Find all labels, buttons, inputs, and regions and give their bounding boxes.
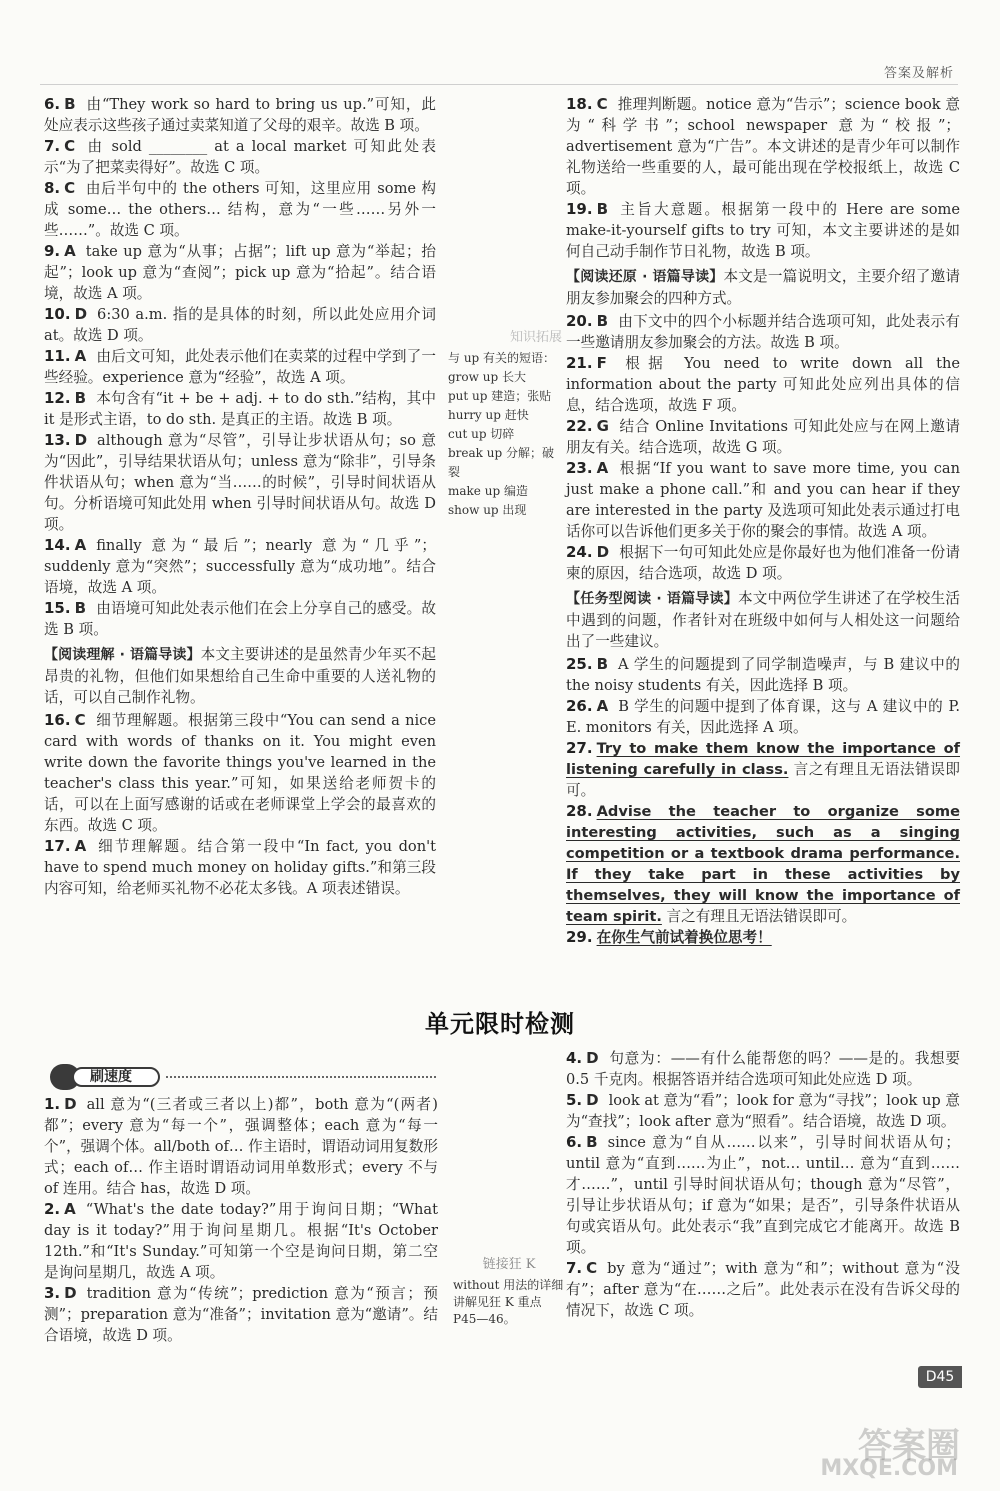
knowledge-expansion-note (448, 328, 562, 520)
question-number: 5. (566, 1091, 583, 1109)
reading-guide-tag: 【阅读理解 · 语篇导读】 (44, 647, 201, 663)
answer-letter: B (596, 655, 609, 673)
question-number: 6. (566, 1133, 583, 1151)
explanation-text: take up 意为“从事；占据”；lift up 意为“举起；抬起”；look up 意为“查阅”；pick up 意为“拾起”。结合语境，故选 A 项。 (44, 243, 436, 302)
link-note-text: without 用法的详细讲解见狂 K 重点 P45—46。 (453, 1278, 564, 1326)
phrase-item: cut up 切碎 (448, 427, 515, 441)
explanation-text: 细节理解题。结合第一段中“In fact, you don't have to spend much money on holiday gifts.”和第三段内容可知，给老师买礼物不必花太多钱。A 项表述错误。 (44, 838, 436, 897)
restore-guide (566, 266, 960, 309)
answer-item (566, 696, 960, 738)
answer-item (44, 178, 436, 241)
answer-letter: A (64, 1200, 76, 1218)
answer-item (566, 1258, 960, 1321)
speed-label: 刷速度 (72, 1067, 160, 1087)
explanation-text: since 意为“自从……以来”，引导时间状语从句；until 意为“直到……为止”，not… until… 意为“直到……才……”，until 引导时间状语从句；though 意为“尽管”，引导让步状语从句；if 意为“如果；是否”，引导条件状语从句或宾语从句。此处表示“我”直到完成它才能离开。故选 B 项。 (566, 1134, 960, 1256)
question-number: 19. (566, 200, 593, 218)
question-number: 27. (566, 739, 593, 757)
question-number: 28. (566, 802, 593, 820)
answer-item (566, 801, 960, 927)
explanation-text: 根据“If you want to save more time, you can just make a phone call.”和 and you can hear if they are interested in the party 及选项可知此处表示通过打电话你可以告诉他们更多关于你的聚会的事情。故选 A 项。 (566, 460, 960, 540)
answer-letter: C (64, 179, 76, 197)
answer-item (566, 416, 960, 458)
question-number: 9. (44, 242, 61, 260)
answer-item (44, 94, 436, 136)
explanation-text: 主旨大意题。根据第一段中的 Here are some make-it-yourself gifts to try 可知，本文主要讲述的是如何自己动手制作节日礼物，故选 B 项。 (566, 201, 960, 260)
answer-list-right-mid (566, 311, 960, 584)
link-note-heading: 链接狂 K (482, 1257, 536, 1272)
answer-letter: B (74, 389, 87, 407)
phrase-item: make up 编造 (448, 484, 528, 498)
answer-item (566, 1132, 960, 1258)
answer-item (566, 738, 960, 801)
explanation-text: 言之有理且无语法错误即可。 (666, 908, 857, 925)
answer-list-right-bottom (566, 654, 960, 948)
answer-item (44, 388, 436, 430)
dotted-divider (166, 1076, 436, 1078)
task-guide-tag: 【任务型阅读 · 语篇导读】 (566, 591, 738, 607)
explanation-text: 由“They work so hard to bring us up.”可知，此处应表示这些孩子通过卖菜知道了父母的艰辛。故选 B 项。 (44, 96, 436, 134)
note-intro: 与 up 有关的短语： (448, 351, 556, 365)
phrase-item: hurry up 赶快 (448, 408, 529, 422)
phrase-item: show up 出现 (448, 503, 527, 517)
left-column-bottom (44, 1094, 438, 1346)
answer-letter: D (64, 1095, 77, 1113)
answer-item (44, 1094, 438, 1199)
answer-sentence: 在你生气前试着换位思考！ (596, 929, 772, 946)
right-column-top (566, 94, 960, 948)
answer-item (44, 241, 436, 304)
answer-item (44, 346, 436, 388)
task-guide-text: 本文中两位学生讲述了在学校生活中遇到的问题，作者针对在班级中如何与人相处这一问题给出了一些建议。 (566, 590, 960, 650)
answer-item (44, 136, 436, 178)
question-number: 22. (566, 417, 593, 435)
answer-letter: B (64, 95, 76, 113)
explanation-text: 由后半句中的 the others 可知，这里应用 some 构成 some… the others… 结构，意为“一些……另外一些……”。故选 C 项。 (44, 180, 436, 239)
phrase-item: grow up 长大 (448, 370, 526, 384)
restore-guide-tag: 【阅读还原 · 语篇导读】 (566, 269, 724, 285)
explanation-text: look at 意为“看”；look for 意为“寻找”；look up 意为“查找”；look after 意为“照看”。结合语境，故选 D 项。 (566, 1092, 960, 1130)
section-title: 单元限时检测 (425, 1010, 575, 1038)
speed-badge (50, 1064, 162, 1090)
answer-letter: D (74, 431, 88, 449)
explanation-text: all 意为“(三者或三者以上)都”，both 意为“(两者)都”；every 意为“每一个”，强调整体；each 意为“每一个”，强调个体。all/both of… 作主语时，谓语动词用复数形式；each of… 作主语时谓语动词用单数形式；every 不与 of 连用。结合 has，故选 D 项。 (44, 1096, 438, 1197)
page-header: 答案及解析 (883, 66, 954, 81)
answer-item (566, 927, 960, 948)
reading-guide-text: 本文主要讲述的是虽然青少年买不起昂贵的礼物，但他们如果想给自己生命中重要的人送礼物的话，可以自己制作礼物。 (44, 646, 436, 706)
answer-item (566, 199, 960, 262)
answer-letter: C (64, 137, 76, 155)
answer-item (44, 710, 436, 836)
question-number: 13. (44, 431, 71, 449)
answer-letter: A (64, 242, 76, 260)
answer-item (44, 430, 436, 535)
question-number: 17. (44, 837, 71, 855)
explanation-text: B 学生的问题中提到了体育课，这与 A 建议中的 P. E. monitors 有关，因此选择 A 项。 (566, 698, 960, 736)
question-number: 10. (44, 305, 71, 323)
question-number: 25. (566, 655, 593, 673)
question-number: 15. (44, 599, 71, 617)
question-number: 16. (44, 711, 71, 729)
explanation-text: 言之有理且无语法错误即可。 (566, 761, 960, 799)
explanation-text: 根据下一句可知此处应是你最好也为他们准备一份请柬的原因，结合选项，故选 D 项。 (566, 544, 960, 582)
answer-letter: D (74, 305, 88, 323)
answer-letter: B (74, 599, 87, 617)
answer-list-unit-test-left (44, 1094, 438, 1346)
explanation-text: 由下文中的四个小标题并结合选项可知，此处表示有一些邀请朋友参加聚会的方法。故选 B 项。 (566, 313, 960, 351)
answer-item (566, 1090, 960, 1132)
answer-item (44, 1283, 438, 1346)
answer-list-left-bottom (44, 710, 436, 899)
question-number: 24. (566, 543, 593, 561)
answer-letter: A (596, 459, 609, 477)
explanation-text: 句意为：——有什么能帮您的吗？——是的。我想要 0.5 千克肉。根据答语并结合选项可知此处应选 D 项。 (566, 1050, 960, 1088)
question-number: 11. (44, 347, 71, 365)
question-number: 14. (44, 536, 71, 554)
question-number: 12. (44, 389, 71, 407)
left-column-top (44, 94, 436, 899)
question-number: 1. (44, 1095, 61, 1113)
answer-letter: C (74, 711, 86, 729)
answer-item (566, 94, 960, 199)
explanation-text: 由 sold ________ at a local market 可知此处表示“为了把菜卖得好”。故选 C 项。 (44, 138, 436, 176)
explanation-text: 根据 You need to write down all the information about the party 可知此处应列出具体的信息，结合选项，故选 F 项。 (566, 355, 960, 414)
restore-guide-text: 本文是一篇说明文，主要介绍了邀请朋友参加聚会的四种方式。 (566, 268, 960, 307)
question-number: 29. (566, 928, 593, 946)
explanation-text: 6:30 a.m. 指的是具体的时刻，所以此处应用介词 at。故选 D 项。 (44, 306, 436, 344)
question-number: 8. (44, 179, 61, 197)
question-number: 4. (566, 1049, 583, 1067)
question-number: 7. (44, 137, 61, 155)
reading-guide (44, 644, 436, 708)
answer-item (566, 654, 960, 696)
answer-letter: A (596, 697, 609, 715)
page-number: D45 (918, 1366, 962, 1388)
explanation-text: 结合 Online Invitations 可知此处应与在网上邀请朋友有关。结合选项，故选 G 项。 (566, 418, 960, 456)
answer-letter: A (74, 347, 87, 365)
note-heading: 知识拓展 (509, 330, 562, 345)
answer-item (566, 458, 960, 542)
answer-sentence: Try to make them know the importance of listening carefully in class. (566, 740, 960, 778)
question-number: 21. (566, 354, 593, 372)
watermark-logo: 答案圈 (858, 1426, 960, 1466)
phrase-item: put up 建造；张贴 (448, 389, 552, 403)
explanation-text: “What's the date today?”用于询问日期；“What day is it today?”用于询问星期几。根据“It's October 12th.”和“It's Sunday.”可知第一个空是询问日期，第二空是询问星期几，故选 A 项。 (44, 1201, 438, 1281)
question-number: 20. (566, 312, 593, 330)
question-number: 18. (566, 95, 593, 113)
answer-letter: F (596, 354, 607, 372)
answer-item (566, 542, 960, 584)
answer-letter: D (596, 543, 610, 561)
right-column-bottom (566, 1048, 960, 1321)
answer-letter: B (586, 1133, 598, 1151)
answer-item (566, 1048, 960, 1090)
answer-list-left-top (44, 94, 436, 640)
explanation-text: 推理判断题。notice 意为“告示”；science book 意为“科学书”；school newspaper 意为“校报”；advertisement 意为“广告”。本文讲述的是青少年可以制作礼物送给一些重要的人，最可能出现在学校报纸上，故选 C 项。 (566, 96, 960, 197)
answer-letter: D (586, 1091, 599, 1109)
explanation-text: 本句含有“it + be + adj. + to do sth.”结构，其中 it 是形式主语，to do sth. 是真正的主语。故选 B 项。 (44, 390, 436, 428)
answer-letter: A (74, 837, 87, 855)
question-number: 3. (44, 1284, 61, 1302)
answer-letter: D (64, 1284, 77, 1302)
header-rule (40, 84, 958, 85)
question-number: 6. (44, 95, 61, 113)
explanation-text: although 意为“尽管”，引导让步状语从句；so 意为“因此”，引导结果状语从句；unless 意为“除非”，引导条件状语从句；when 意为“当……的时候”，引导时间状语从句。分析语境可知此处用 when 引导时间状语从句。故选 D 项。 (44, 432, 436, 533)
answer-letter: B (596, 200, 609, 218)
link-note (453, 1256, 565, 1328)
answer-list-unit-test-right (566, 1048, 960, 1321)
answer-letter: A (74, 536, 87, 554)
explanation-text: 细节理解题。根据第三段中“You can send a nice card with words of thanks on it. You might even write down the favorite things you've learned in the teacher's class this year.”可知，如果送给老师贺卡的话，可以在上面写感谢的话或在老师课堂上学会的最喜欢的东西。故选 C 项。 (44, 712, 436, 834)
answer-item (44, 598, 436, 640)
explanation-text: by 意为“通过”；with 意为“和”；without 意为“没有”；after 意为“在……之后”。此处表示在没有告诉父母的情况下，故选 C 项。 (566, 1260, 960, 1319)
answer-letter: B (596, 312, 609, 330)
answer-item (44, 535, 436, 598)
question-number: 26. (566, 697, 593, 715)
question-number: 7. (566, 1259, 583, 1277)
answer-item (44, 1199, 438, 1283)
answer-item (566, 353, 960, 416)
answer-item (44, 836, 436, 899)
question-number: 2. (44, 1200, 61, 1218)
answer-list-right-top (566, 94, 960, 262)
answer-letter: G (596, 417, 609, 435)
explanation-text: finally 意为“最后”；nearly 意为“几乎”；suddenly 意为“突然”；successfully 意为“成功地”。结合语境，故选 A 项。 (44, 537, 436, 596)
question-number: 23. (566, 459, 593, 477)
answer-letter: C (596, 95, 608, 113)
explanation-text: 由语境可知此处表示他们在会上分享自己的感受。故选 B 项。 (44, 600, 436, 638)
answer-item (44, 304, 436, 346)
phrase-list (448, 368, 562, 520)
answer-item (566, 311, 960, 353)
watermark-url: MXQE.COM (820, 1456, 958, 1481)
answer-letter: C (586, 1259, 598, 1277)
answer-letter: D (586, 1049, 599, 1067)
explanation-text: A 学生的问题提到了同学制造噪声，与 B 建议中的 the noisy students 有关，因此选择 B 项。 (566, 656, 960, 694)
task-guide (566, 588, 960, 652)
explanation-text: 由后文可知，此处表示他们在卖菜的过程中学到了一些经验。experience 意为“经验”，故选 A 项。 (44, 348, 436, 386)
answer-sentence: Advise the teacher to organize some interesting activities, such as a singing competition or a textbook drama performance. If they take part in these activities by themselves, they will know the importance of team spirit. (566, 803, 960, 925)
phrase-item: break up 分解；破裂 (448, 446, 554, 479)
explanation-text: tradition 意为“传统”；prediction 意为“预言；预测”；preparation 意为“准备”；invitation 意为“邀请”。结合语境，故选 D 项。 (44, 1285, 438, 1344)
